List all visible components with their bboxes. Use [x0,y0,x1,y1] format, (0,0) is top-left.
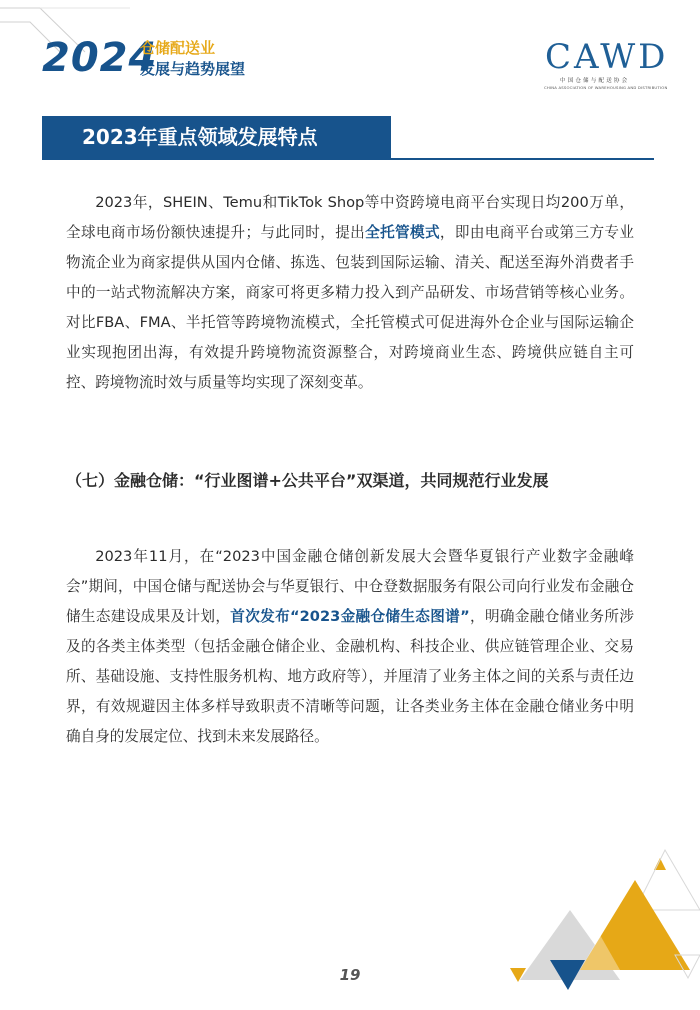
section-divider [42,158,654,160]
cawd-logo: CAWD [545,37,669,77]
paragraph-financial-warehousing [66,542,634,752]
paragraph1-text-before: 2023年，SHEIN、Temu和TikTok Shop等中资跨境电商平台实现日均200万单，全球电商市场份额快速提升；与此同时，提出 [66,194,634,241]
paragraph2-text-before: 2023年11月，在“2023中国金融仓储创新发展大会暨华夏银行产业数字金融峰会”期间，中国仓储与配送协会与华夏银行、中仓登数据服务有限公司向行业发布金融仓储生态建设成果及计划， [66,548,634,625]
section-title-banner: 2023年重点领域发展特点 [42,116,391,158]
paragraph1-highlight: 全托管模式 [365,224,440,241]
cawd-logo-chinese: 中国仓储与配送协会 [560,78,630,84]
paragraph1-text-after: ，即由电商平台或第三方专业物流企业为商家提供从国内仓储、拣选、包装到国际运输、清关、配送至海外消费者手中的一站式物流解决方案，商家可将更多精力投入到产品研发、市场营销等核心业务。对比FBA、FMA、半托管等跨境物流模式，全托管模式可促进海外仓企业与国际运输企业实现抱团出海，有效提升跨境物流资源整合，对跨境商业生态、跨境供应链自主可控、跨境物流时效与质量等均实现了深刻变革。 [66,224,634,391]
paragraph2-text-after: ，明确金融仓储业务所涉及的各类主体类型（包括金融仓储企业、金融机构、科技企业、供应链管理企业、交易所、基础设施、支持性服务机构、地方政府等），并厘清了业务主体之间的关系与责任边界，有效规避因主体多样导致职责不清晰等问题，让各类业务主体在金融仓储业务中明确自身的发展定位、找到未来发展路径。 [66,608,634,745]
header-year: 2024 [42,35,158,81]
page-number: 19 [339,966,361,984]
paragraph-cross-border [66,188,634,398]
cawd-logo-english: CHINA ASSOCIATION OF WAREHOUSING AND DISTRIBUTION [544,85,668,90]
header-subtitle-line2: 发展与趋势展望 [140,60,246,78]
subheading-financial-warehousing: （七）金融仓储：“行业图谱+公共平台”双渠道，共同规范行业发展 [66,471,549,490]
paragraph2-highlight: 首次发布“2023金融仓储生态图谱” [230,608,470,625]
decorative-triangles [490,840,700,990]
header-subtitle-line1: 仓储配送业 [140,39,216,57]
